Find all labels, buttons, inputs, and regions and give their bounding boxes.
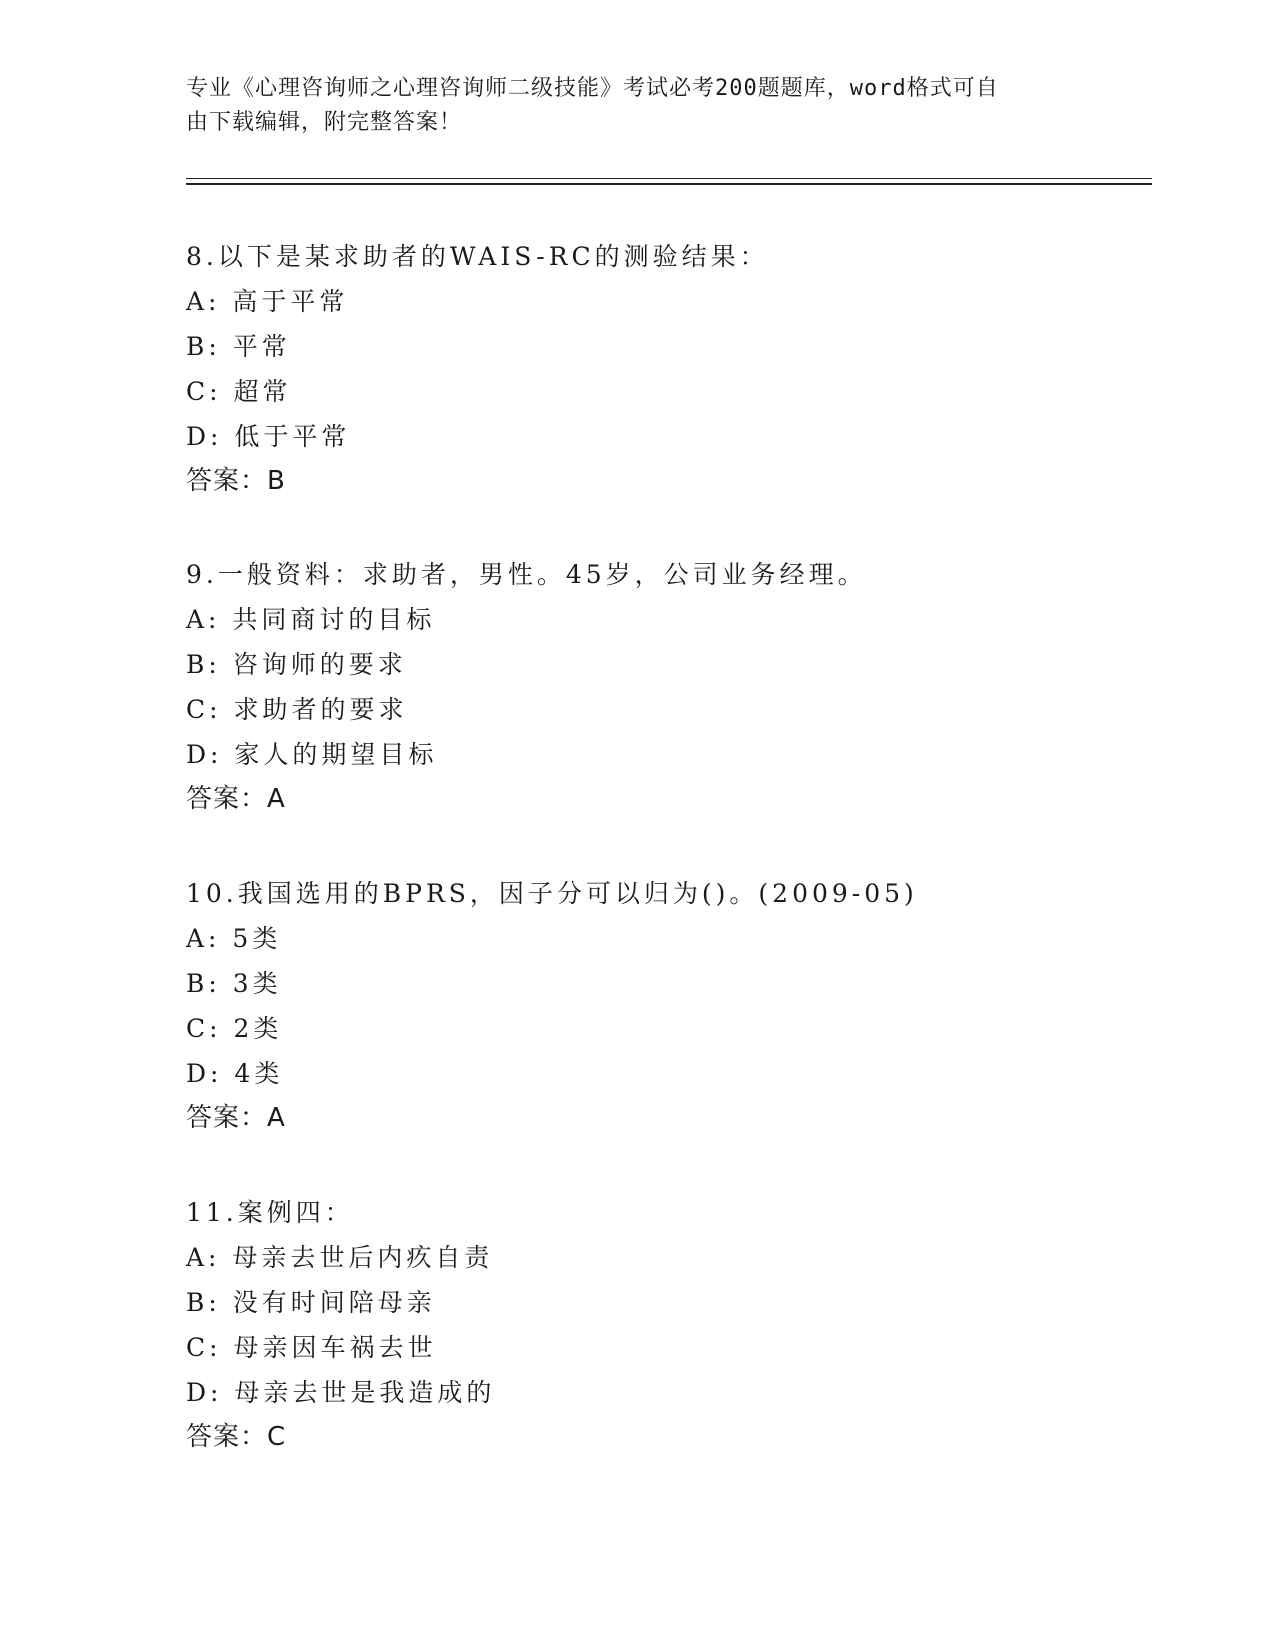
option-d: D: 母亲去世是我造成的 [186,1378,496,1407]
answer-line: 答案：A [186,784,286,814]
header-line-2: 由下载编辑，附完整答案！ [186,110,463,135]
question-stem: 9.一般资料：求助者，男性。45岁，公司业务经理。 [186,560,867,589]
header-divider-bottom [186,183,1152,185]
option-d: D: 家人的期望目标 [186,740,438,769]
header-line-1: 专业《心理咨询师之心理咨询师二级技能》考试必考200题题库，word格式可自 [186,76,999,101]
question-block [186,1190,1146,1460]
option-b: B: 3类 [186,969,282,998]
option-d: D: 4类 [186,1059,284,1088]
question-stem: 8.以下是某求助者的WAIS-RC的测验结果： [186,242,769,271]
option-d: D: 低于平常 [186,422,351,451]
answer-line: 答案：B [186,466,286,496]
option-a: A: 共同商讨的目标 [186,605,436,634]
option-a: A: 母亲去世后内疚自责 [186,1243,494,1272]
option-b: B: 没有时间陪母亲 [186,1288,436,1317]
answer-line: 答案：A [186,1103,286,1133]
question-stem: 10.我国选用的BPRS，因子分可以归为()。(2009-05) [186,879,918,908]
option-c: C: 求助者的要求 [186,695,408,724]
question-stem: 11.案例四： [186,1198,354,1227]
answer-line: 答案：C [186,1422,287,1452]
header-divider-top [186,178,1152,179]
document-header [186,72,1066,140]
option-a: A: 高于平常 [186,287,349,316]
question-block [186,552,1146,822]
option-b: B: 咨询师的要求 [186,650,407,679]
option-b: B: 平常 [186,332,291,361]
question-block [186,234,1146,504]
option-c: C: 2类 [186,1014,283,1043]
option-c: C: 超常 [186,377,292,406]
option-a: A: 5类 [186,924,282,953]
option-c: C: 母亲因车祸去世 [186,1333,437,1362]
question-block [186,871,1146,1141]
